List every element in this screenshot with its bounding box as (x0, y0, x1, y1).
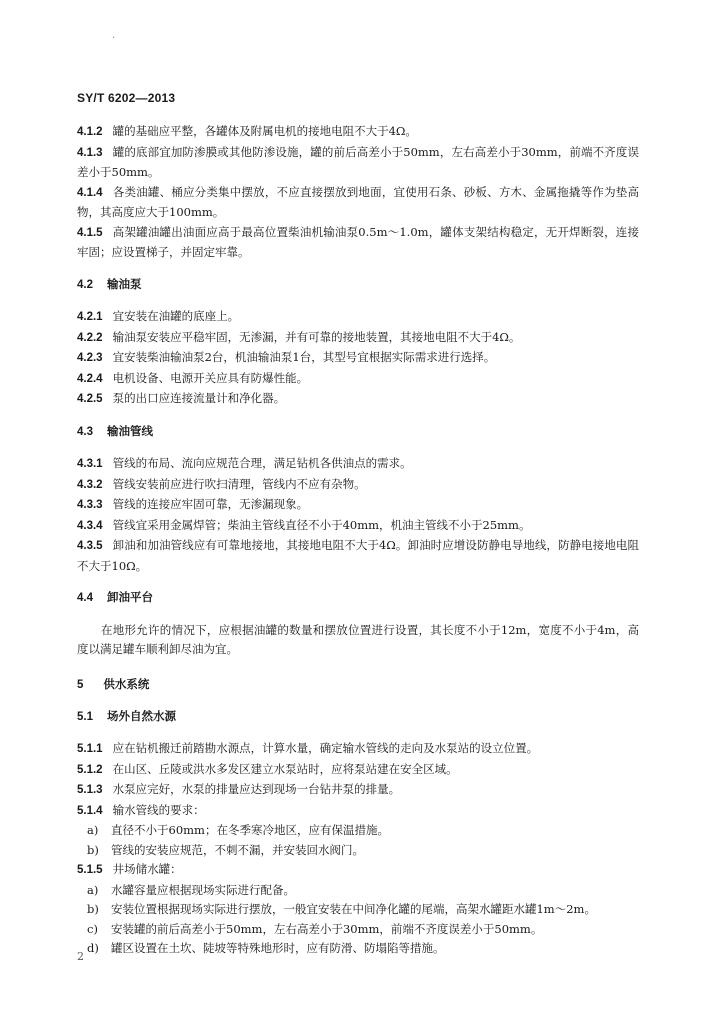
clause-text: 管线的连接应牢固可靠，无渗漏现象。 (112, 497, 309, 511)
list-item-text: 水罐容量应根据现场实际进行配备。 (111, 882, 295, 897)
chapter-heading-5 (77, 674, 639, 695)
clause-text: 各类油罐、桶应分类集中摆放，不应直接摆放到地面，宜使用石条、砂板、方木、金属拖撬等作为垫高物，其高度应大于100mm。 (77, 184, 639, 219)
list-marker: d) (87, 941, 99, 955)
clause (77, 495, 639, 516)
scan-mark: · (112, 33, 116, 44)
clause (77, 389, 639, 410)
clause (77, 223, 639, 263)
list-item-text: 安装罐的前后高差小于50mm，左右高差小于30mm，前端不齐度误差小于50mm。 (111, 921, 543, 936)
clause (77, 328, 639, 349)
section-heading-4-3 (77, 422, 639, 443)
document-body (77, 122, 639, 959)
clause-text: 井场储水罐： (112, 862, 182, 876)
clause (77, 183, 639, 223)
section-number: 4.3 (77, 425, 93, 438)
clauses-4-3 (77, 454, 639, 576)
clause-text: 宜安装在油罐的底座上。 (112, 309, 240, 323)
clause-number: 4.3.1 (77, 458, 103, 470)
clause-text: 管线的布局、流向应规范合理，满足钻机各供油点的需求。 (112, 456, 412, 470)
clause (77, 516, 639, 537)
list-item-text: 安装位置根据现场实际进行摆放，一般宜安装在中间净化罐的尾端，高架水罐距水罐1m～2m。 (111, 902, 596, 916)
section-number: 4.2 (77, 278, 93, 291)
clause-text: 管线宜采用金属焊管；柴油主管线直径不小于40mm，机油主管线不小于25mm。 (112, 517, 531, 532)
clause-number: 4.2.2 (77, 331, 103, 344)
section-number: 4.4 (77, 592, 93, 604)
clause-text: 罐的基础应平整，各罐体及附属电机的接地电阻不大于4Ω。 (112, 124, 417, 138)
clauses-5-1 (77, 739, 639, 821)
list-item-text: 罐区设置在土坎、陡坡等特殊地形时，应有防滑、防塌陷等措施。 (111, 941, 445, 955)
clause-text: 宜安装柴油输油泵2台，机油输油泵1台，其型号宜根据实际需求进行选择。 (112, 350, 496, 364)
list-5-1-4 (77, 821, 639, 860)
clause-text: 应在钻机搬迁前踏勘水源点，计算水量，确定输水管线的走向及水泵站的设立位置。 (112, 741, 539, 755)
list-item (77, 900, 639, 920)
clause (77, 348, 639, 369)
clause-number: 4.3.4 (77, 519, 103, 532)
list-item (77, 939, 639, 959)
clause-number: 4.3.2 (77, 478, 103, 491)
clauses-4-1 (77, 122, 639, 263)
clause-number: 4.2.5 (77, 393, 103, 405)
clause-text: 泵的出口应连接流量计和净化器。 (112, 391, 286, 405)
page-number: 2 (77, 950, 84, 963)
clause (77, 143, 639, 183)
paragraph-4-4: 在地形允许的情况下，应根据油罐的数量和摆放位置进行设置，其长度不小于12m，宽度不小于4m，高度以满足罐车顺利卸尽油为宜。 (77, 622, 639, 656)
list-item (77, 841, 639, 861)
section-heading-5-1 (77, 707, 639, 728)
clause (77, 122, 639, 143)
list-item (77, 920, 639, 940)
list-marker: c) (87, 921, 98, 936)
list-5-1-5 (77, 881, 639, 959)
list-item-text: 直径不小于60mm；在冬季寒冷地区，应有保温措施。 (111, 823, 389, 837)
list-marker: a) (87, 882, 99, 897)
clause-text: 输水管线的要求： (112, 802, 205, 817)
list-marker: b) (87, 842, 99, 857)
clause-number: 4.3.3 (77, 499, 103, 511)
clause-number: 4.2.1 (77, 311, 103, 323)
clause-number: 4.1.5 (77, 226, 103, 239)
clause-number: 5.1.2 (77, 763, 103, 776)
clause (77, 801, 639, 822)
clause (77, 369, 639, 390)
standard-number-header: SY/T 6202—2013 (77, 91, 176, 105)
clause (77, 536, 639, 576)
section-title: 输油管线 (107, 423, 153, 438)
clause-5-1-5 (77, 860, 639, 881)
list-marker: a) (87, 823, 99, 837)
list-item (77, 881, 639, 901)
clause-text: 高架罐油罐出油面应高于最高位置柴油机输油泵0.5m～1.0m，罐体支架结构稳定，无开焊断裂，连接牢固；应设置梯子，并固定牢靠。 (77, 224, 639, 259)
chapter-number: 5 (77, 678, 84, 691)
section-heading-4-4 (77, 588, 639, 609)
clause-number: 4.1.4 (77, 186, 103, 199)
clause (77, 760, 639, 781)
clause-number: 4.1.3 (77, 146, 103, 159)
list-item (77, 821, 639, 841)
clause-number: 4.2.4 (77, 372, 103, 385)
clauses-4-2 (77, 307, 639, 410)
clause-number: 5.1.5 (77, 864, 103, 876)
clause-text: 在山区、丘陵或洪水多发区建立水泵站时，应将泵站建在安全区域。 (112, 761, 458, 776)
clause (77, 307, 639, 328)
clause (77, 780, 639, 801)
clause-text: 罐的底部宜加防渗膜或其他防渗设施，罐的前后高差小于50mm，左右高差小于30mm，前端不齐度误差小于50mm。 (77, 144, 639, 179)
clause-text: 输油泵安装应平稳牢固，无渗漏，并有可靠的接地装置，其接地电阻不大于4Ω。 (112, 329, 521, 344)
clause-text: 卸油和加油管线应有可靠地接地，其接地电阻不大于4Ω。卸油时应增设防静电导地线，防静电接地电阻不大于10Ω。 (77, 538, 639, 573)
clause-number: 4.2.3 (77, 352, 103, 364)
clause-number: 5.1.4 (77, 804, 103, 817)
section-number: 5.1 (77, 710, 93, 723)
clause-text: 水泵应完好，水泵的排量应达到现场一台钻井泵的排量。 (112, 782, 401, 796)
clause (77, 475, 639, 496)
clause-number: 4.1.2 (77, 126, 103, 138)
section-title: 卸油平台 (107, 590, 153, 604)
clause-text: 管线安装前应进行吹扫清理，管线内不应有杂物。 (112, 476, 366, 491)
list-item-text: 管线的安装应规范，不刺不漏，并安装回水阀门。 (111, 842, 364, 857)
list-marker: b) (87, 902, 99, 916)
clause-number: 5.1.3 (77, 784, 103, 796)
section-title: 场外自然水源 (107, 708, 176, 723)
chapter-title: 供水系统 (103, 676, 150, 691)
section-heading-4-2 (77, 275, 639, 296)
clause (77, 739, 639, 760)
clause-text: 电机设备、电源开关应具有防爆性能。 (112, 370, 309, 385)
clause-number: 4.3.5 (77, 540, 103, 552)
section-title: 输油泵 (107, 276, 142, 291)
clause (77, 454, 639, 475)
clause-number: 5.1.1 (77, 743, 103, 755)
